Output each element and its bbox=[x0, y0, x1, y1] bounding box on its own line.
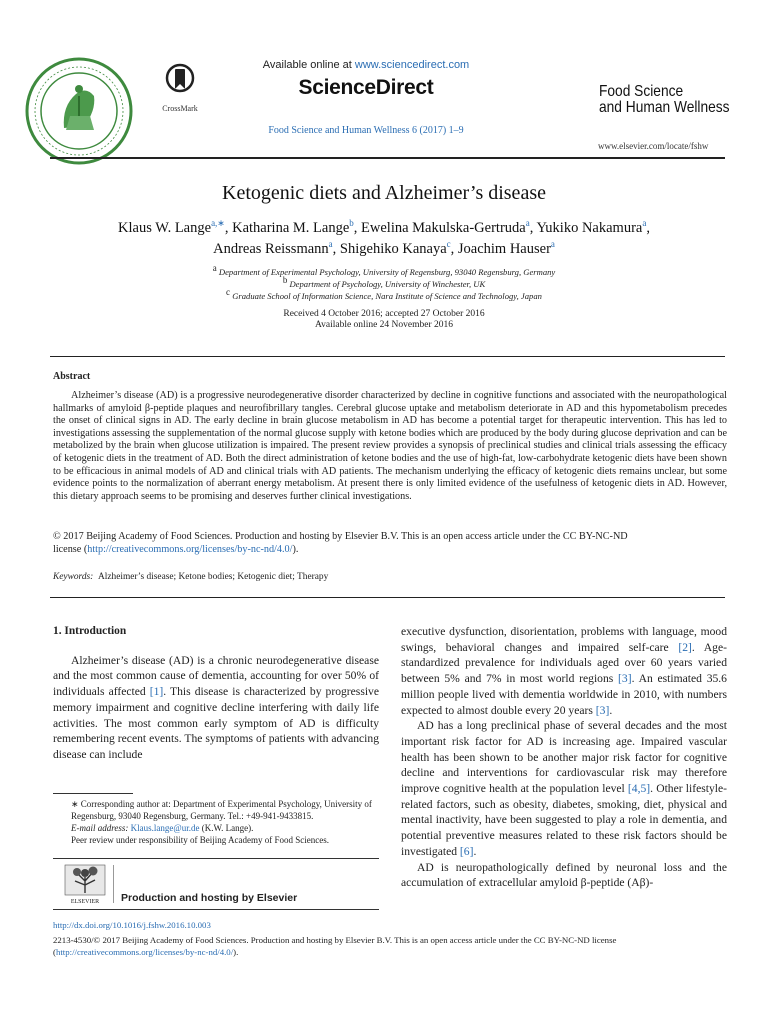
elsevier-divider bbox=[113, 865, 114, 903]
journal-title-line2: and Human Wellness bbox=[599, 99, 730, 116]
author-affiliation-marker[interactable]: a bbox=[642, 218, 647, 229]
affiliation bbox=[0, 287, 768, 302]
author-name: Katharina M. Lange bbox=[232, 220, 350, 236]
affiliation-marker: b bbox=[282, 275, 288, 286]
citation-link[interactable]: [1] bbox=[149, 685, 164, 699]
keywords-label: Keywords: bbox=[53, 572, 94, 582]
header-rule bbox=[50, 157, 725, 159]
crossmark-icon bbox=[165, 63, 195, 97]
intro-paragraph-2: AD has a long preclinical phase of several decades and the most important risk factor for AD is increasing age. Impaired vascular health has been shown to be another major risk factor for cognitive decline and interventions for cardiovascular risk may therefore improve cognitive health at the population level [4,5]. Other lifestyle-related factors, such as obesity, diabetes, smoking, diet, physical and mental inactivity, have been suggested to play a role in dementia, and potential preventive measures related to these risk factors should be investigated [6]. bbox=[401, 719, 727, 858]
author-separator: , bbox=[450, 241, 458, 257]
doi-link[interactable]: http://dx.doi.org/10.1016/j.fshw.2016.10.003 bbox=[53, 920, 211, 930]
peer-review-note: Peer review under responsibility of Beijing Academy of Food Sciences. bbox=[71, 835, 329, 845]
elsevier-hosting-label: Production and hosting by Elsevier bbox=[121, 892, 298, 904]
citation-link[interactable]: [3] bbox=[618, 672, 632, 686]
citation-link[interactable]: [2] bbox=[678, 640, 692, 654]
crossmark-logo[interactable] bbox=[160, 63, 200, 113]
citation-link[interactable]: [4,5] bbox=[627, 782, 651, 796]
journal-url[interactable]: www.elsevier.com/locate/fshw bbox=[598, 141, 709, 151]
received-date: Received 4 October 2016; accepted 27 October 2016 bbox=[283, 309, 485, 319]
author-separator: , bbox=[646, 220, 650, 236]
email-link[interactable]: Klaus.lange@ur.de bbox=[130, 823, 200, 833]
citation-link[interactable]: [3] bbox=[595, 703, 610, 717]
sciencedirect-link[interactable]: www.sciencedirect.com bbox=[354, 59, 470, 71]
footnotes bbox=[53, 798, 379, 846]
intro-paragraph-3: AD is neuropathologically defined by neuronal loss and the accumulation of extracellular amyloid β-peptide (Aβ)- bbox=[401, 860, 727, 890]
author-separator: , bbox=[529, 220, 537, 236]
journal-reference[interactable]: Food Science and Human Wellness 6 (2017) 1–9 bbox=[268, 125, 464, 136]
affiliation bbox=[0, 275, 768, 290]
affiliation-text: Department of Psychology, University of Winchester, UK bbox=[289, 279, 486, 289]
author-affiliation-marker[interactable]: a bbox=[550, 239, 555, 250]
affiliations bbox=[0, 263, 768, 302]
right-column bbox=[401, 624, 727, 891]
copyright-pre: license ( bbox=[53, 543, 88, 555]
available-online-line bbox=[200, 59, 532, 71]
abstract-copyright bbox=[53, 531, 727, 556]
author-affiliation-marker[interactable]: a,∗ bbox=[211, 218, 225, 229]
elsevier-tree-logo bbox=[63, 863, 107, 905]
author-separator: , bbox=[332, 241, 340, 257]
left-column bbox=[53, 624, 379, 763]
author-affiliation-marker[interactable]: a bbox=[525, 218, 530, 229]
keywords-list: Alzheimer’s disease; Ketone bodies; Ketogenic diet; Therapy bbox=[97, 572, 329, 582]
footnote-rule bbox=[53, 793, 133, 794]
affiliation-marker: c bbox=[226, 287, 231, 298]
abstract-text: Alzheimer’s disease (AD) is a progressive neurodegenerative disorder characterized by decline in cognitive functions and associated with the neuropathological hallmarks of amyloid β-peptide plaques and neurofibrillary tangles. Cerebral glucose uptake and metabolism deteriorate in AD and this hypometabolism precedes the onset of clinical signs in AD. The early decline in brain glucose metabolism in AD has become a potential target for therapeutic intervention. This has led to investigations assessing the supplementation of the normal glucose supply with ketone bodies which are produced by the body during glucose deprivation and can be metabolized by the brain when glucose utilization is impaired. The present review provides a synopsis of preclinical studies and clinical trials assessing the efficacy of ketogenic diets in the treatment of AD. Both the direct administration of ketone bodies and the use of high-fat, low-carbohydrate ketogenic diets have been shown to be efficacious in animal models of AD and clinical trials with AD patients. The mechanism underlying the efficacy of ketogenic diets remains unclear, but some evidence points to the normalization of aberrant energy metabolism. At present there is only limited evidence of the usefulness of ketogenic diets in AD. However, this dietary approach seems to be promising and deserves further clinical investigations. bbox=[53, 390, 727, 502]
journal-title bbox=[599, 84, 730, 116]
beijing-academy-seal-logo bbox=[24, 56, 134, 166]
crossmark-label: CrossMark bbox=[162, 104, 198, 113]
article-dates bbox=[0, 309, 768, 331]
available-prefix: Available online at bbox=[262, 59, 355, 71]
author-name: Shigehiko Kanaya bbox=[339, 241, 447, 257]
title-rule bbox=[50, 356, 725, 357]
author-name: Klaus W. Lange bbox=[118, 220, 212, 236]
license-statement: 2213-4530/© 2017 Beijing Academy of Food Sciences. Production and hosting by Elsevier B.V. This is an open access article under the CC BY-NC-ND license bbox=[53, 935, 617, 945]
author-name: Ewelina Makulska-Gertruda bbox=[361, 220, 526, 236]
keywords bbox=[53, 572, 727, 582]
copyright-line: © 2017 Beijing Academy of Food Sciences. Production and hosting by Elsevier B.V. This is an open access article under the CC BY-NC-ND bbox=[53, 531, 628, 542]
author-name: Joachim Hauser bbox=[457, 241, 551, 257]
bottom-license: 2213-4530/© 2017 Beijing Academy of Food Sciences. Production and hosting by Elsevier B.V. This is an open access article under the CC BY-NC-ND license (http://creativecommons.org/licenses/by-nc-nd/4.0/). bbox=[53, 934, 729, 958]
affiliation-marker: a bbox=[212, 263, 217, 274]
author-name: Andreas Reissmann bbox=[213, 241, 329, 257]
affiliation bbox=[0, 263, 768, 278]
email-note: E-mail address: Klaus.lange@ur.de (K.W. Lange). bbox=[71, 823, 254, 833]
author-list bbox=[60, 218, 708, 260]
license-link[interactable]: http://creativecommons.org/licenses/by-nc-nd/4.0/ bbox=[87, 543, 293, 555]
author-name: Yukiko Nakamura bbox=[536, 220, 643, 236]
author-affiliation-marker[interactable]: a bbox=[328, 239, 333, 250]
online-date: Available online 24 November 2016 bbox=[314, 320, 454, 330]
author-separator: , bbox=[224, 220, 233, 236]
author-affiliation-marker[interactable]: b bbox=[349, 218, 354, 229]
footer-license-link[interactable]: http://creativecommons.org/licenses/by-nc-nd/4.0/ bbox=[55, 947, 234, 957]
copyright-post: ). bbox=[292, 543, 299, 555]
author-separator: , bbox=[353, 220, 362, 236]
intro-paragraph-1-cont: executive dysfunction, disorientation, problems with language, mood swings, behavioral changes and impaired self-care [2]. Age-standardized prevalence for individuals aged over 60 years varied between 5% and 7% in most world regions [3]. An estimated 35.6 million people lived with dementia worldwide in 2010, with numbers expected to almost double every 20 years [3]. bbox=[401, 625, 727, 717]
abstract-rule bbox=[50, 597, 725, 598]
corresponding-author-note: ∗ Corresponding author at: Department of Experimental Psychology, University of Regensburg, 93040 Regensburg, Germany. Tel.: +49-941-9433815. bbox=[71, 799, 372, 821]
section-heading-introduction: 1. Introduction bbox=[53, 625, 127, 637]
intro-paragraph-1: Alzheimer’s disease (AD) is a chronic neurodegenerative disease and the most common cause of dementia, accounting for over 50% of individuals affected [1]. This disease is characterized by progressive memory impairment and cognitive decline interfering with daily life activities. The most common early symptom of AD is difficulty remembering recent events. The symptoms of patients with advancing disease can include bbox=[53, 653, 379, 761]
abstract-heading: Abstract bbox=[53, 371, 91, 382]
journal-title-line1: Food Science bbox=[599, 83, 684, 100]
elsevier-logo-text: ELSEVIER bbox=[70, 899, 100, 905]
affiliation-text: Department of Experimental Psychology, University of Regensburg, 93040 Regensburg, Germany bbox=[218, 267, 556, 277]
sciencedirect-wordmark: ScienceDirect bbox=[298, 76, 434, 99]
elsevier-hosting-box bbox=[53, 858, 379, 910]
affiliation-text: Graduate School of Information Science, Nara Institute of Science and Technology, Japan bbox=[232, 291, 542, 301]
article-title: Ketogenic diets and Alzheimer’s disease bbox=[222, 182, 546, 204]
citation-link[interactable]: [6] bbox=[459, 844, 474, 858]
author-affiliation-marker[interactable]: c bbox=[446, 239, 451, 250]
